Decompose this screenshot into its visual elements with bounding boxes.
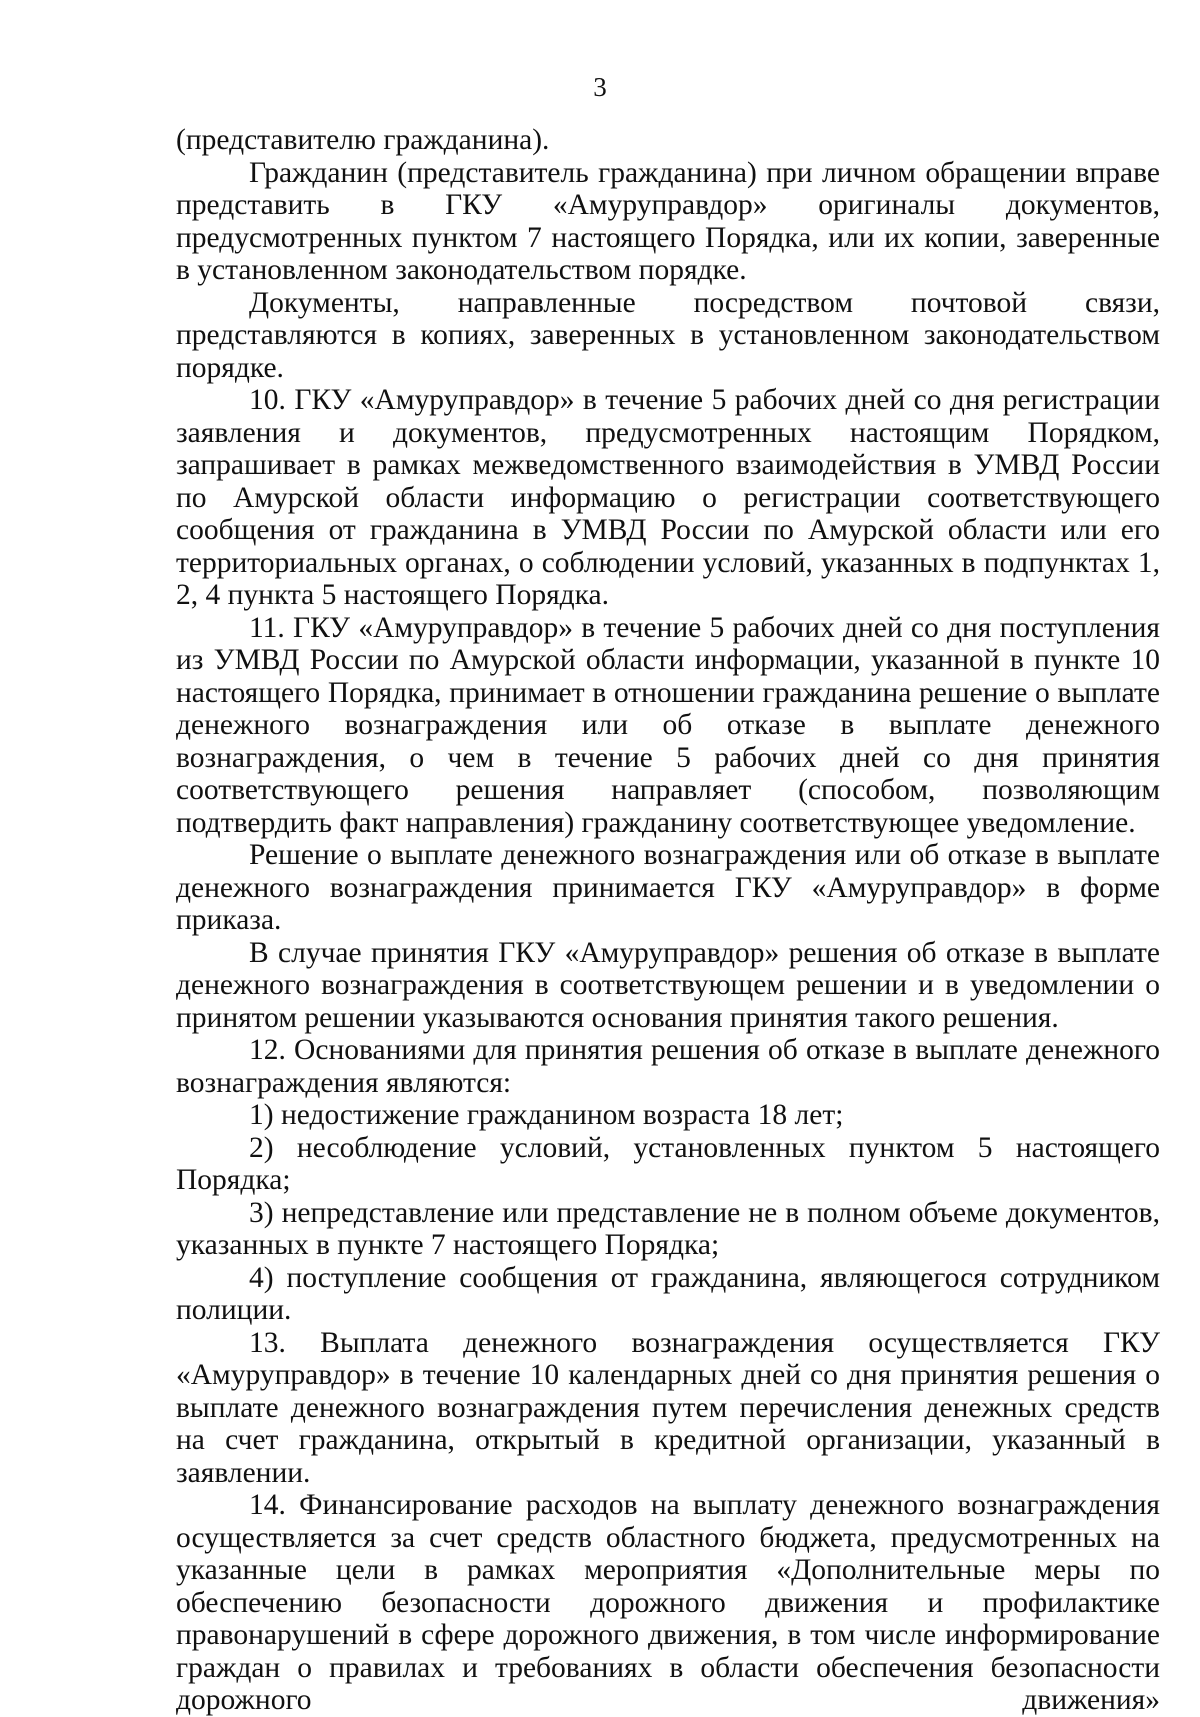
paragraph-item-12: 12. Основаниями для принятия решения об отказе в выплате денежного вознаграждения являются:: [176, 1034, 1160, 1099]
document-body: [176, 124, 1160, 1717]
paragraph-item-11: 11. ГКУ «Амуруправдор» в течение 5 рабочих дней со дня поступления из УМВД России по Амурской области информации, указанной в пункте 10 настоящего Порядка, принимает в отношении гражданина решение о выплате денежного вознаграждения или об отказе в выплате денежного вознаграждения, о чем в течение 5 рабочих дней со дня принятия соответствующего решения направляет (способом, позволяющим подтвердить факт направления) гражданину соответствующее уведомление.: [176, 611, 1160, 839]
paragraph-personal-appeal: Гражданин (представитель гражданина) при личном обращении вправе представить в ГКУ «Амуруправдор» оригиналы документов, предусмотренных пунктом 7 настоящего Порядка, или их копии, заверенные в установленном законодательством порядке.: [176, 156, 1160, 286]
paragraph-item-10: 10. ГКУ «Амуруправдор» в течение 5 рабочих дней со дня регистрации заявления и документов, предусмотренных настоящим Порядком, запрашивает в рамках межведомственного взаимодействия в УМВД России по Амурской области информацию о регистрации соответствующего сообщения от гражданина в УМВД России по Амурской области или его территориальных органах, о соблюдении условий, указанных в подпунктах 1, 2, 4 пункта 5 настоящего Порядка.: [176, 384, 1160, 611]
list-item-2: 2) несоблюдение условий, установленных пунктом 5 настоящего Порядка;: [176, 1131, 1160, 1196]
paragraph-item-13: 13. Выплата денежного вознаграждения осуществляется ГКУ «Амуруправдор» в течение 10 календарных дней со дня принятия решения о выплате денежного вознаграждения путем перечисления денежных средств на счет гражданина, открытый в кредитной организации, указанный в заявлении.: [176, 1326, 1160, 1489]
paragraph-continuation: (представителю гражданина).: [176, 124, 550, 156]
list-item-4: 4) поступление сообщения от гражданина, являющегося сотрудником полиции.: [176, 1261, 1160, 1326]
paragraph-refusal-grounds-notice: В случае принятия ГКУ «Амуруправдор» решения об отказе в выплате денежного вознаграждения в соответствующем решении и в уведомлении о принятом решении указываются основания принятия такого решения.: [176, 936, 1160, 1034]
list-item-1: 1) недостижение гражданином возраста 18 лет;: [249, 1099, 844, 1131]
paragraph-decision-order: Решение о выплате денежного вознаграждения или об отказе в выплате денежного вознаграждения принимается ГКУ «Амуруправдор» в форме приказа.: [176, 839, 1160, 936]
list-item-3: 3) непредставление или представление не в полном объеме документов, указанных в пункте 7 настоящего Порядка;: [176, 1196, 1160, 1261]
page-number: 3: [593, 72, 607, 102]
paragraph-postal-documents: Документы, направленные посредством почтовой связи, представляются в копиях, заверенных в установленном законодательством порядке.: [176, 286, 1160, 384]
paragraph-item-14: 14. Финансирование расходов на выплату денежного вознаграждения осуществляется за счет средств областного бюджета, предусмотренных на указанные цели в рамках мероприятия «Дополнительные меры по обеспечению безопасности дорожного движения и профилактике правонарушений в сфере дорожного движения, в том числе информирование граждан о правилах и требованиях в области обеспечения безопасности дорожного движения»: [176, 1489, 1160, 1716]
